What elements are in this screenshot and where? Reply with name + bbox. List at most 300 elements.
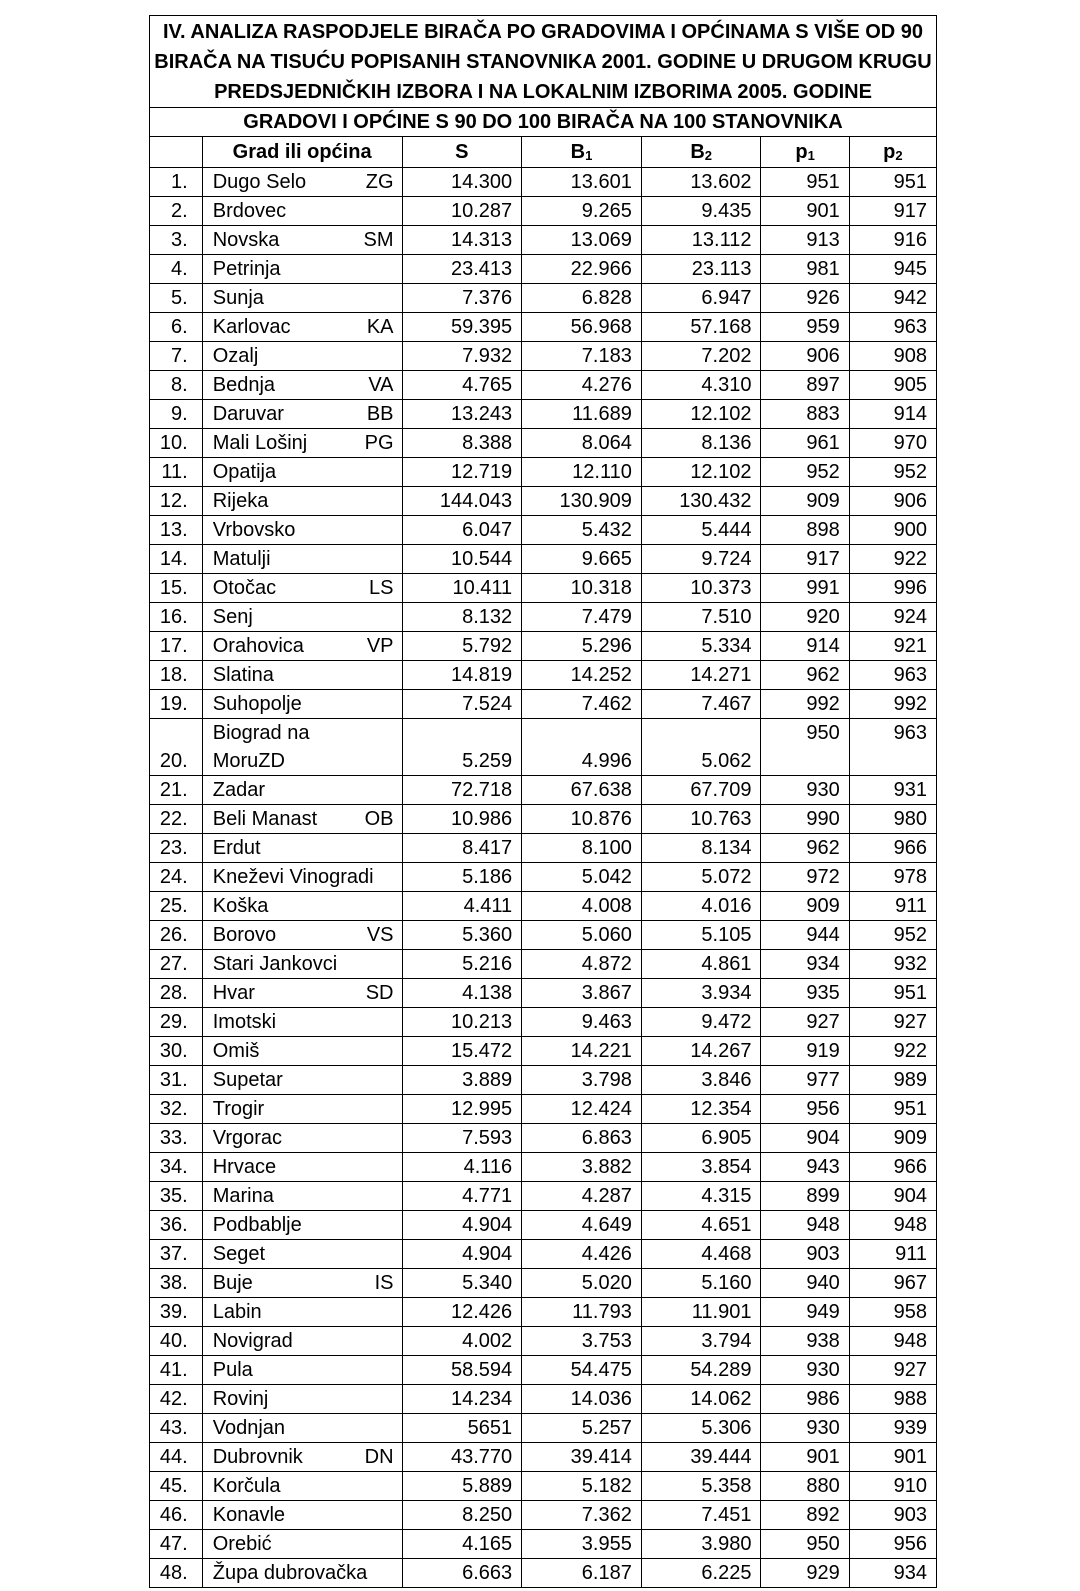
city-cell (202, 603, 402, 632)
voters-b2: 8.134 (641, 834, 761, 863)
table-row (150, 1095, 937, 1124)
row-number: 26. (150, 921, 203, 950)
voters-b1: 14.252 (522, 661, 642, 690)
table-row (150, 776, 937, 805)
ratio-p2: 996 (849, 574, 936, 603)
city-cell (202, 1269, 402, 1298)
ratio-p1: 926 (761, 284, 849, 313)
table-row (150, 197, 937, 226)
row-number: 45. (150, 1472, 203, 1501)
row-number: 17. (150, 632, 203, 661)
row-number: 38. (150, 1269, 203, 1298)
city-cell (202, 1153, 402, 1182)
population-s: 144.043 (402, 487, 522, 516)
voters-b2: 9.435 (641, 197, 761, 226)
ratio-p1: 897 (761, 371, 849, 400)
row-number: 29. (150, 1008, 203, 1037)
header-s: S (402, 137, 522, 168)
city-cell (202, 313, 402, 342)
voters-b2: 10.373 (641, 574, 761, 603)
row-number: 21. (150, 776, 203, 805)
population-s: 15.472 (402, 1037, 522, 1066)
city-cell (202, 1066, 402, 1095)
voters-b1: 3.798 (522, 1066, 642, 1095)
ratio-p2: 932 (849, 950, 936, 979)
voters-b1: 5.432 (522, 516, 642, 545)
city-name: Koška (212, 895, 269, 917)
voters-b2: 4.468 (641, 1240, 761, 1269)
voters-b2: 5.105 (641, 921, 761, 950)
city-name: Supetar (212, 1069, 283, 1091)
header-p1 (761, 137, 849, 168)
ratio-p2: 952 (849, 458, 936, 487)
ratio-p2: 911 (849, 1240, 936, 1269)
city-name: Dugo Selo (212, 171, 307, 193)
table-row (150, 1501, 937, 1530)
city-cell (202, 805, 402, 834)
ratio-p2: 966 (849, 1153, 936, 1182)
population-s: 4.411 (402, 892, 522, 921)
county-code: IS (374, 1272, 394, 1294)
voters-b2: 7.510 (641, 603, 761, 632)
voters-b1: 10.318 (522, 574, 642, 603)
ratio-p1: 935 (761, 979, 849, 1008)
voters-b1: 67.638 (522, 776, 642, 805)
voters-b2: 4.315 (641, 1182, 761, 1211)
city-name: Imotski (212, 1011, 277, 1033)
voters-b1: 54.475 (522, 1356, 642, 1385)
table-row (150, 632, 937, 661)
ratio-p1: 883 (761, 400, 849, 429)
voters-b2: 5.062 (641, 719, 761, 776)
population-s: 14.300 (402, 168, 522, 197)
table-row (150, 255, 937, 284)
column-header-row (150, 137, 937, 168)
voters-b2: 11.901 (641, 1298, 761, 1327)
ratio-p2: 908 (849, 342, 936, 371)
ratio-p1: 930 (761, 776, 849, 805)
population-s: 4.165 (402, 1530, 522, 1559)
city-cell (202, 1501, 402, 1530)
city-name: Brdovec (212, 200, 287, 222)
population-s: 5.340 (402, 1269, 522, 1298)
table-row (150, 313, 937, 342)
voters-b2: 13.112 (641, 226, 761, 255)
table-row (150, 1240, 937, 1269)
voters-b2: 3.846 (641, 1066, 761, 1095)
ratio-p1: 904 (761, 1124, 849, 1153)
population-s: 10.544 (402, 545, 522, 574)
city-cell (202, 255, 402, 284)
row-number: 40. (150, 1327, 203, 1356)
table-row (150, 1153, 937, 1182)
row-number: 14. (150, 545, 203, 574)
voters-b1: 4.426 (522, 1240, 642, 1269)
voter-distribution-table (149, 15, 937, 1588)
county-code: SM (363, 229, 394, 251)
voters-b2: 12.102 (641, 400, 761, 429)
table-row (150, 921, 937, 950)
voters-b1: 10.876 (522, 805, 642, 834)
ratio-p2: 922 (849, 545, 936, 574)
voters-b2: 14.062 (641, 1385, 761, 1414)
ratio-p2: 904 (849, 1182, 936, 1211)
voters-b2: 67.709 (641, 776, 761, 805)
ratio-p2: 910 (849, 1472, 936, 1501)
voters-b2: 3.980 (641, 1530, 761, 1559)
population-s: 12.719 (402, 458, 522, 487)
ratio-p1: 909 (761, 892, 849, 921)
city-name: Rijeka (212, 490, 269, 512)
table-row (150, 400, 937, 429)
voters-b1: 7.479 (522, 603, 642, 632)
table-row (150, 574, 937, 603)
row-number: 24. (150, 863, 203, 892)
voters-b1: 13.601 (522, 168, 642, 197)
ratio-p1: 930 (761, 1414, 849, 1443)
city-cell (202, 1095, 402, 1124)
ratio-p2: 922 (849, 1037, 936, 1066)
voters-b1: 130.909 (522, 487, 642, 516)
population-s: 7.593 (402, 1124, 522, 1153)
voters-b1: 5.060 (522, 921, 642, 950)
voters-b2: 3.794 (641, 1327, 761, 1356)
table-subtitle: GRADOVI I OPĆINE S 90 DO 100 BIRAČA NA 100 STANOVNIKA (150, 108, 937, 137)
table-row (150, 834, 937, 863)
city-name: Rovinj (212, 1388, 269, 1410)
ratio-p2: 939 (849, 1414, 936, 1443)
population-s: 59.395 (402, 313, 522, 342)
row-number: 18. (150, 661, 203, 690)
ratio-p1: 919 (761, 1037, 849, 1066)
ratio-p2: 958 (849, 1298, 936, 1327)
voters-b2: 12.354 (641, 1095, 761, 1124)
ratio-p2: 945 (849, 255, 936, 284)
population-s: 13.243 (402, 400, 522, 429)
header-p2-subscript: 2 (895, 148, 903, 163)
population-s: 10.986 (402, 805, 522, 834)
table-row (150, 805, 937, 834)
header-b2-subscript: 2 (704, 148, 712, 163)
city-name: Kneževi Vinogradi (212, 866, 374, 888)
population-s: 5651 (402, 1414, 522, 1443)
population-s: 7.524 (402, 690, 522, 719)
population-s: 5.360 (402, 921, 522, 950)
population-s: 10.411 (402, 574, 522, 603)
city-name: Vrgorac (212, 1127, 283, 1149)
header-b1 (522, 137, 642, 168)
row-number: 35. (150, 1182, 203, 1211)
city-name: Vodnjan (212, 1417, 286, 1439)
table-row (150, 516, 937, 545)
row-number: 36. (150, 1211, 203, 1240)
ratio-p1: 914 (761, 632, 849, 661)
voters-b1: 7.362 (522, 1501, 642, 1530)
voters-b1: 12.424 (522, 1095, 642, 1124)
population-s: 4.904 (402, 1240, 522, 1269)
county-code: DN (364, 1446, 394, 1468)
ratio-p1: 906 (761, 342, 849, 371)
ratio-p1: 940 (761, 1269, 849, 1298)
voters-b1: 3.867 (522, 979, 642, 1008)
city-name: Marina (212, 1185, 274, 1207)
city-cell (202, 1240, 402, 1269)
voters-b1: 8.064 (522, 429, 642, 458)
ratio-p2: 927 (849, 1356, 936, 1385)
city-name: Podbablje (212, 1214, 302, 1236)
voters-b1: 9.265 (522, 197, 642, 226)
population-s: 8.250 (402, 1501, 522, 1530)
row-number: 48. (150, 1559, 203, 1588)
city-cell (202, 950, 402, 979)
city-cell (202, 892, 402, 921)
voters-b2: 12.102 (641, 458, 761, 487)
title-row (150, 16, 937, 108)
population-s: 5.216 (402, 950, 522, 979)
voters-b2: 6.947 (641, 284, 761, 313)
population-s: 23.413 (402, 255, 522, 284)
row-number: 16. (150, 603, 203, 632)
population-s: 8.417 (402, 834, 522, 863)
city-cell (202, 1356, 402, 1385)
population-s: 4.771 (402, 1182, 522, 1211)
ratio-p1: 950 (761, 1530, 849, 1559)
city-name: Bednja (212, 374, 276, 396)
table-row (150, 371, 937, 400)
population-s: 8.388 (402, 429, 522, 458)
ratio-p2: 901 (849, 1443, 936, 1472)
row-number: 1. (150, 168, 203, 197)
ratio-p1: 880 (761, 1472, 849, 1501)
ratio-p2: 951 (849, 168, 936, 197)
city-name: Omiš (212, 1040, 260, 1062)
table-row (150, 226, 937, 255)
city-cell (202, 1414, 402, 1443)
ratio-p2: 917 (849, 197, 936, 226)
voters-b1: 11.793 (522, 1298, 642, 1327)
city-name: Otočac (212, 577, 277, 599)
city-cell (202, 429, 402, 458)
ratio-p2: 963 (849, 661, 936, 690)
ratio-p1: 899 (761, 1182, 849, 1211)
voters-b2: 8.136 (641, 429, 761, 458)
city-cell (202, 284, 402, 313)
row-number: 46. (150, 1501, 203, 1530)
ratio-p2: 921 (849, 632, 936, 661)
voters-b2: 5.306 (641, 1414, 761, 1443)
table-row (150, 429, 937, 458)
ratio-p2: 911 (849, 892, 936, 921)
voters-b2: 4.651 (641, 1211, 761, 1240)
city-cell (202, 487, 402, 516)
city-cell (202, 661, 402, 690)
ratio-p1: 961 (761, 429, 849, 458)
ratio-p1: 948 (761, 1211, 849, 1240)
city-name: Matulji (212, 548, 271, 570)
city-name: Ozalj (212, 345, 259, 367)
population-s: 12.426 (402, 1298, 522, 1327)
header-b1-subscript: 1 (585, 148, 593, 163)
ratio-p1: 901 (761, 197, 849, 226)
voters-b1: 4.996 (522, 719, 642, 776)
row-number: 13. (150, 516, 203, 545)
voters-b2: 7.202 (641, 342, 761, 371)
voters-b2: 4.861 (641, 950, 761, 979)
row-number: 43. (150, 1414, 203, 1443)
row-number: 42. (150, 1385, 203, 1414)
population-s: 8.132 (402, 603, 522, 632)
ratio-p2: 924 (849, 603, 936, 632)
ratio-p1: 929 (761, 1559, 849, 1588)
city-name: Senj (212, 606, 253, 628)
city-cell (202, 1443, 402, 1472)
header-number (150, 137, 203, 168)
header-name: Grad ili općina (202, 137, 402, 168)
population-s: 4.116 (402, 1153, 522, 1182)
row-number: 41. (150, 1356, 203, 1385)
ratio-p1: 917 (761, 545, 849, 574)
ratio-p1: 962 (761, 661, 849, 690)
row-number: 4. (150, 255, 203, 284)
city-name: Novigrad (212, 1330, 293, 1352)
table-row (150, 892, 937, 921)
ratio-p1: 909 (761, 487, 849, 516)
population-s: 4.002 (402, 1327, 522, 1356)
city-name: Pula (212, 1359, 253, 1381)
city-name: Korčula (212, 1475, 281, 1497)
table-row (150, 1530, 937, 1559)
row-number: 30. (150, 1037, 203, 1066)
row-number: 19. (150, 690, 203, 719)
population-s: 14.819 (402, 661, 522, 690)
table-row (150, 1472, 937, 1501)
population-s: 5.259 (402, 719, 522, 776)
ratio-p2: 909 (849, 1124, 936, 1153)
population-s: 4.138 (402, 979, 522, 1008)
city-cell (202, 1530, 402, 1559)
table-row (150, 719, 937, 776)
table-row (150, 1356, 937, 1385)
voters-b1: 4.008 (522, 892, 642, 921)
county-code: SD (365, 982, 394, 1004)
row-number: 15. (150, 574, 203, 603)
table-row (150, 458, 937, 487)
ratio-p2: 963 (849, 313, 936, 342)
table-row (150, 1269, 937, 1298)
header-b2-label: B (690, 141, 705, 163)
ratio-p1: 934 (761, 950, 849, 979)
ratio-p2: 966 (849, 834, 936, 863)
voters-b2: 14.271 (641, 661, 761, 690)
voters-b1: 5.257 (522, 1414, 642, 1443)
ratio-p2: 989 (849, 1066, 936, 1095)
ratio-p1: 898 (761, 516, 849, 545)
table-row (150, 1182, 937, 1211)
table-row (150, 1298, 937, 1327)
population-s: 7.376 (402, 284, 522, 313)
header-p1-label: p (795, 141, 808, 163)
row-number: 28. (150, 979, 203, 1008)
voters-b2: 7.467 (641, 690, 761, 719)
row-number: 37. (150, 1240, 203, 1269)
city-cell (202, 863, 402, 892)
city-name: Župa dubrovačka (212, 1562, 368, 1584)
voters-b2: 4.016 (641, 892, 761, 921)
city-cell (202, 226, 402, 255)
row-number: 11. (150, 458, 203, 487)
city-name: Slatina (212, 664, 274, 686)
voters-b1: 56.968 (522, 313, 642, 342)
ratio-p2: 948 (849, 1327, 936, 1356)
voters-b1: 12.110 (522, 458, 642, 487)
city-name: Karlovac (212, 316, 291, 338)
table-row (150, 487, 937, 516)
ratio-p2: 927 (849, 1008, 936, 1037)
population-s: 7.932 (402, 342, 522, 371)
city-name: Novska (212, 229, 280, 251)
city-name: Hvar (212, 982, 255, 1004)
row-number: 6. (150, 313, 203, 342)
population-s: 6.047 (402, 516, 522, 545)
ratio-p1: 952 (761, 458, 849, 487)
voters-b1: 3.753 (522, 1327, 642, 1356)
city-cell (202, 516, 402, 545)
population-s: 10.287 (402, 197, 522, 226)
population-s: 72.718 (402, 776, 522, 805)
document-title: IV. ANALIZA RASPODJELE BIRAČA PO GRADOVIMA I OPĆINAMA S VIŠE OD 90 BIRAČA NA TISUĆU POPISANIH STANOVNIKA 2001. GODINE U DRUGOM KRUGU PREDSJEDNIČKIH IZBORA I NA LOKALNIM IZBORIMA 2005. GODINE (150, 16, 937, 108)
ratio-p1: 903 (761, 1240, 849, 1269)
ratio-p2: 934 (849, 1559, 936, 1588)
row-number: 32. (150, 1095, 203, 1124)
row-number: 12. (150, 487, 203, 516)
voters-b2: 23.113 (641, 255, 761, 284)
voters-b1: 4.649 (522, 1211, 642, 1240)
ratio-p1: 920 (761, 603, 849, 632)
ratio-p1: 950 (761, 719, 849, 776)
voters-b1: 5.020 (522, 1269, 642, 1298)
voters-b2: 9.724 (641, 545, 761, 574)
ratio-p2: 931 (849, 776, 936, 805)
voters-b2: 4.310 (641, 371, 761, 400)
voters-b2: 6.225 (641, 1559, 761, 1588)
ratio-p2: 942 (849, 284, 936, 313)
header-p1-subscript: 1 (807, 148, 815, 163)
population-s: 14.234 (402, 1385, 522, 1414)
row-number: 7. (150, 342, 203, 371)
voters-b2: 5.072 (641, 863, 761, 892)
city-name: Orahovica (212, 635, 304, 657)
city-cell (202, 719, 402, 776)
city-name: Labin (212, 1301, 262, 1323)
city-name: Zadar (212, 779, 265, 801)
voters-b2: 14.267 (641, 1037, 761, 1066)
voters-b1: 5.182 (522, 1472, 642, 1501)
population-s: 4.904 (402, 1211, 522, 1240)
ratio-p2: 967 (849, 1269, 936, 1298)
population-s: 58.594 (402, 1356, 522, 1385)
city-name: Konavle (212, 1504, 286, 1526)
row-number: 3. (150, 226, 203, 255)
row-number: 5. (150, 284, 203, 313)
voters-b1: 14.221 (522, 1037, 642, 1066)
city-cell (202, 632, 402, 661)
ratio-p1: 943 (761, 1153, 849, 1182)
county-code: VA (368, 374, 394, 396)
table-row (150, 1385, 937, 1414)
voters-b2: 54.289 (641, 1356, 761, 1385)
ratio-p2: 951 (849, 979, 936, 1008)
city-name: Suhopolje (212, 693, 302, 715)
